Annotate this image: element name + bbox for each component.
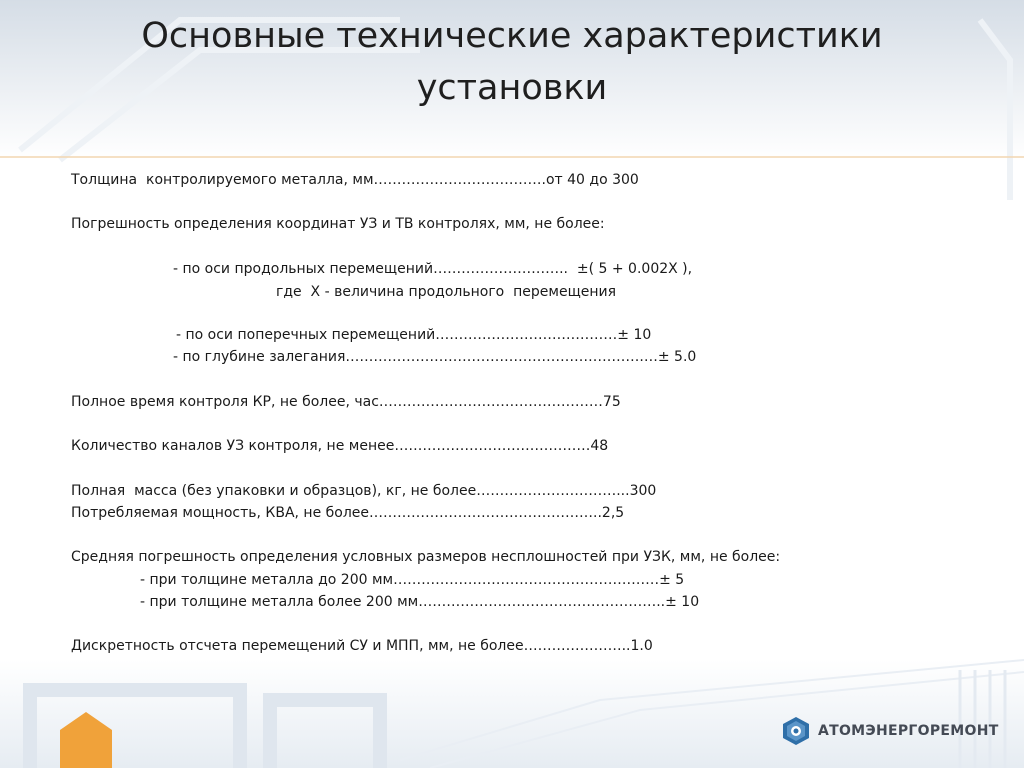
spec-thickness-up-to-200: - при толщине металла до 200 мм…………………………………………………± 5 (140, 572, 685, 588)
spec-depth: - по глубине залегания……………………………………………………….…± 5.0 (173, 349, 697, 365)
spec-size-error-heading: Средняя погрешность определения условных размеров несплошностей при УЗК, мм, не более: (71, 549, 781, 565)
spec-control-time: Полное время контроля КР, не более, час…………………………………………75 (71, 394, 621, 410)
title-line-2: установки (416, 68, 608, 108)
spec-longitudinal-axis: - по оси продольных перемещений……………………….. ±( 5 + 0.002X ), (173, 261, 693, 277)
spec-thickness-over-200: - при толщине металла более 200 мм……………………………………………..± 10 (140, 594, 700, 610)
atomenergoremont-logo-icon (782, 716, 810, 746)
company-logo (782, 716, 999, 746)
spec-transverse-axis: - по оси поперечных перемещений…………………………………± 10 (176, 327, 652, 343)
spec-discreteness: Дискретность отсчета перемещений СУ и МПП, мм, не более…………………..1.0 (71, 638, 653, 654)
logo-text: АТОМЭНЕРГОРЕМОНТ (818, 723, 999, 739)
spec-coordinate-error-heading: Погрешность определения координат УЗ и ТВ контролях, мм, не более: (71, 216, 605, 232)
spec-power: Потребляемая мощность, КВА, не более…………………………………………..2,5 (71, 505, 625, 521)
spec-total-mass: Полная масса (без упаковки и образцов), кг, не более…………………………...300 (71, 483, 657, 499)
spec-channel-count: Количество каналов УЗ контроля, не менее……………………………………48 (71, 438, 609, 454)
spec-longitudinal-note: где X - величина продольного перемещения (276, 284, 617, 300)
title-line-1: Основные технические характеристики (141, 16, 883, 56)
spec-metal-thickness: Толщина контролируемого металла, мм……………………………….от 40 до 300 (71, 172, 639, 188)
